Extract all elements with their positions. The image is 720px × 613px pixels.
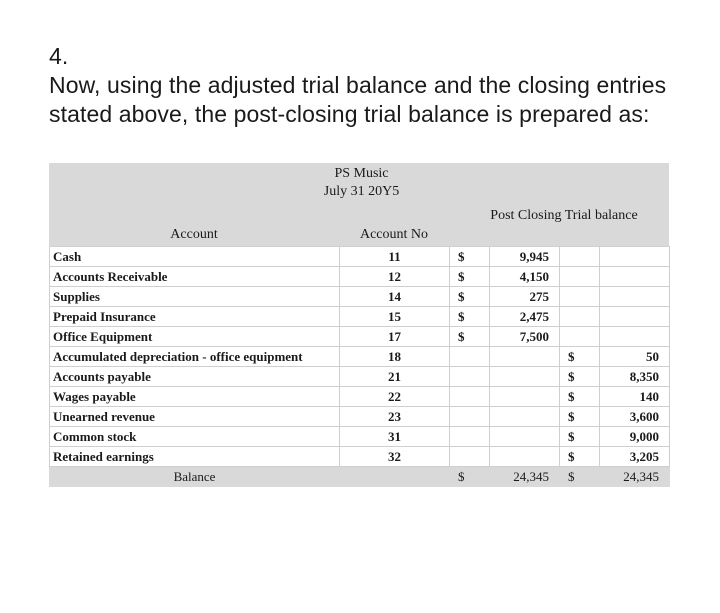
question-text: Now, using the adjusted trial balance and the closing entries stated above, the post-closing trial balance is prepared as: [49, 72, 667, 127]
account-no-cell: 32 [340, 447, 450, 467]
debit-amount-cell [490, 427, 560, 447]
credit-amount-cell: 3,205 [600, 447, 670, 467]
debit-currency-cell: $ [450, 267, 490, 287]
question-block [49, 42, 689, 129]
debit-amount-cell: 4,150 [490, 267, 560, 287]
credit-currency-cell: $ [560, 367, 600, 387]
account-cell: Common stock [50, 427, 340, 447]
debit-amount-cell: 2,475 [490, 307, 560, 327]
debit-currency-cell [450, 427, 490, 447]
ledger-table [49, 246, 670, 487]
balance-label: Balance [50, 467, 340, 487]
account-cell: Wages payable [50, 387, 340, 407]
debit-amount-cell [490, 387, 560, 407]
account-cell: Accounts payable [50, 367, 340, 387]
debit-amount-cell [490, 347, 560, 367]
credit-amount-cell [600, 247, 670, 267]
total-debit-currency: $ [450, 467, 490, 487]
account-no-cell: 12 [340, 267, 450, 287]
credit-amount-cell: 3,600 [600, 407, 670, 427]
account-cell: Unearned revenue [50, 407, 340, 427]
column-header-account: Account [170, 227, 218, 242]
debit-currency-cell [450, 367, 490, 387]
total-credit-currency: $ [560, 467, 600, 487]
account-cell: Prepaid Insurance [50, 307, 340, 327]
credit-amount-cell: 9,000 [600, 427, 670, 447]
debit-amount-cell [490, 407, 560, 427]
account-cell: Retained earnings [50, 447, 340, 467]
account-no-cell: 23 [340, 407, 450, 427]
debit-amount-cell [490, 367, 560, 387]
credit-amount-cell: 50 [600, 347, 670, 367]
account-cell: Office Equipment [50, 327, 340, 347]
debit-currency-cell [450, 387, 490, 407]
company-header [279, 165, 444, 201]
credit-currency-cell: $ [560, 407, 600, 427]
table-row [50, 447, 670, 467]
account-cell: Cash [50, 247, 340, 267]
section-title: Post Closing Trial balance [490, 208, 638, 223]
table-row [50, 247, 670, 267]
table-row [50, 267, 670, 287]
debit-amount-cell: 7,500 [490, 327, 560, 347]
account-cell: Supplies [50, 287, 340, 307]
table-row [50, 367, 670, 387]
credit-currency-cell [560, 327, 600, 347]
account-cell: Accumulated depreciation - office equipment [50, 347, 340, 367]
debit-currency-cell: $ [450, 247, 490, 267]
total-credit-amount: 24,345 [600, 467, 670, 487]
debit-amount-cell: 275 [490, 287, 560, 307]
credit-currency-cell [560, 307, 600, 327]
debit-amount-cell: 9,945 [490, 247, 560, 267]
total-row [50, 467, 670, 487]
table-row [50, 407, 670, 427]
debit-amount-cell [490, 447, 560, 467]
account-no-cell: 31 [340, 427, 450, 447]
credit-currency-cell: $ [560, 347, 600, 367]
question-number: 4. [49, 43, 69, 69]
account-no-cell: 22 [340, 387, 450, 407]
account-no-cell: 11 [340, 247, 450, 267]
statement-date: July 31 20Y5 [323, 184, 400, 199]
debit-currency-cell [450, 347, 490, 367]
credit-amount-cell [600, 327, 670, 347]
total-blank [340, 467, 450, 487]
company-name: PS Music [334, 166, 389, 181]
credit-amount-cell [600, 287, 670, 307]
credit-amount-cell: 140 [600, 387, 670, 407]
table-row [50, 307, 670, 327]
account-no-cell: 18 [340, 347, 450, 367]
debit-currency-cell: $ [450, 287, 490, 307]
column-header-account-no: Account No [359, 227, 429, 242]
table-row [50, 327, 670, 347]
post-closing-trial-balance [49, 163, 669, 490]
debit-currency-cell: $ [450, 307, 490, 327]
account-no-cell: 21 [340, 367, 450, 387]
table-row [50, 347, 670, 367]
credit-currency-cell: $ [560, 427, 600, 447]
credit-currency-cell: $ [560, 387, 600, 407]
credit-currency-cell: $ [560, 447, 600, 467]
table-row [50, 287, 670, 307]
credit-amount-cell [600, 307, 670, 327]
debit-currency-cell [450, 407, 490, 427]
credit-amount-cell [600, 267, 670, 287]
account-no-cell: 17 [340, 327, 450, 347]
table-row [50, 427, 670, 447]
credit-currency-cell [560, 247, 600, 267]
credit-amount-cell: 8,350 [600, 367, 670, 387]
credit-currency-cell [560, 267, 600, 287]
credit-currency-cell [560, 287, 600, 307]
debit-currency-cell [450, 447, 490, 467]
account-cell: Accounts Receivable [50, 267, 340, 287]
table-row [50, 387, 670, 407]
total-debit-amount: 24,345 [490, 467, 560, 487]
account-no-cell: 14 [340, 287, 450, 307]
account-no-cell: 15 [340, 307, 450, 327]
debit-currency-cell: $ [450, 327, 490, 347]
